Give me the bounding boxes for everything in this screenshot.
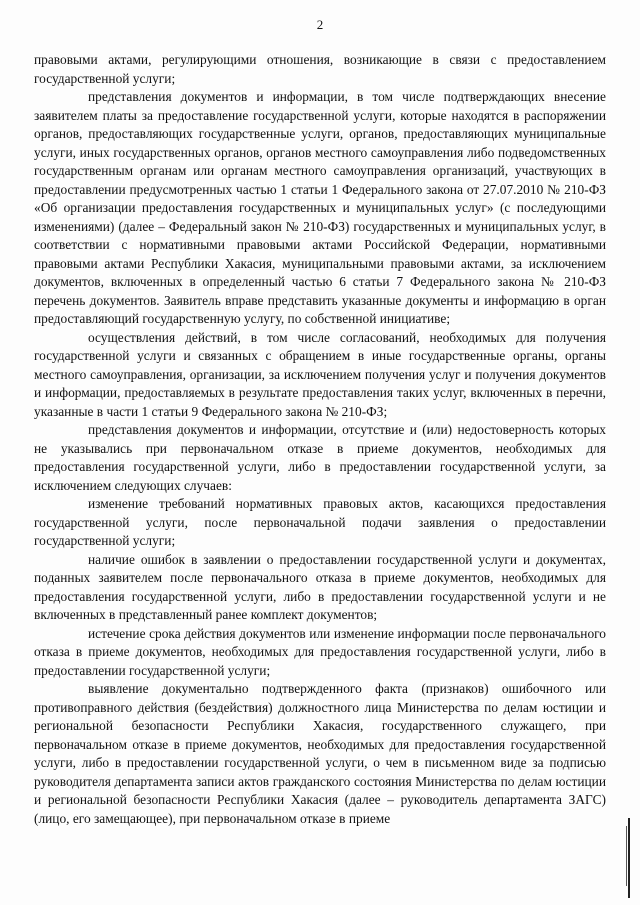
paragraph-8: выявление документально подтвержденного факта (признаков) ошибочного или противоправного действия (бездействия) должностного лица Министерства по делам юстиции и региональной безопасности Республики Хакасия, государственного служащего, при первоначальном отказе в приеме документов, необходимых для предоставления государственной услуги, либо в предоставлении государственной услуги, о чем в письменном виде за подписью руководителя департамента записи актов гражданского состояния Министерства по делам юстиции и региональной безопасности Республики Хакасия (далее – руководитель департамента ЗАГС) (лицо, его замещающее), при первоначальном отказе в приеме [34,681,606,826]
page-number: 2 [316,17,324,32]
paragraph-3: осуществления действий, в том числе согласований, необходимых для получения государственной услуги и связанных с обращением в иные государственные органы, органы местного самоуправления, организации, за исключением получения услуг и получения документов и информации, предоставляемых в результате предоставления таких услуг, включенных в перечни, указанные в части 1 статьи 9 Федерального закона № 210-ФЗ; [34,329,606,419]
paragraph-4: представления документов и информации, отсутствие и (или) недостоверность которых не указывались при первоначальном отказе в приеме документов, необходимых для предоставления государственной услуги, либо в предоставлении государственной услуги, за исключением следующих случаев: [34,422,606,493]
document-body [34,51,606,828]
scan-edge-mark-secondary [626,826,627,886]
paragraph-2: представления документов и информации, в том числе подтверждающих внесение заявителем платы за предоставление государственной услуги, которые находятся в распоряжении органов, предоставляющих государственные услуги, органов, предоставляющих муниципальные услуги, иных государственных органов, органов местного самоуправления либо подведомственных государственным органам или органам местного самоуправления организаций, участвующих в предоставлении предусмотренных частью 1 статьи 1 Федерального закона от 27.07.2010 № 210-ФЗ «Об организации предоставления государственных и муниципальных услуг» (с последующими изменениями) (далее – Федеральный закон № 210-ФЗ) государственных и муниципальных услуг, в соответствии с нормативными правовыми актами Российской Федерации, нормативными правовыми актами Республики Хакасия, муниципальными правовыми актами, за исключением документов, включенных в определенный частью 6 статьи 7 Федерального закона № 210-ФЗ перечень документов. Заявитель вправе представить указанные документы и информацию в орган предоставляющий государственную услугу, по собственной инициативе; [34,89,606,326]
paragraph-5: изменение требований нормативных правовых актов, касающихся предоставления государственной услуги, после первоначальной подачи заявления о предоставлении государственной услуги; [34,496,606,548]
paragraph-6: наличие ошибок в заявлении о предоставлении государственной услуги и документах, поданных заявителем после первоначального отказа в приеме документов, необходимых для предоставления государственной услуги, либо в предоставлении государственной услуги и не включенных в представленный ранее комплект документов; [34,551,606,622]
scan-edge-mark [628,818,630,898]
paragraph-1: правовыми актами, регулирующими отношения, возникающие в связи с предоставлением государственной услуги; [34,52,606,86]
paragraph-7: истечение срока действия документов или изменение информации после первоначального отказа в приеме документов, необходимых для предоставления государственной услуги, либо в предоставлении государственной услуги; [34,625,606,678]
